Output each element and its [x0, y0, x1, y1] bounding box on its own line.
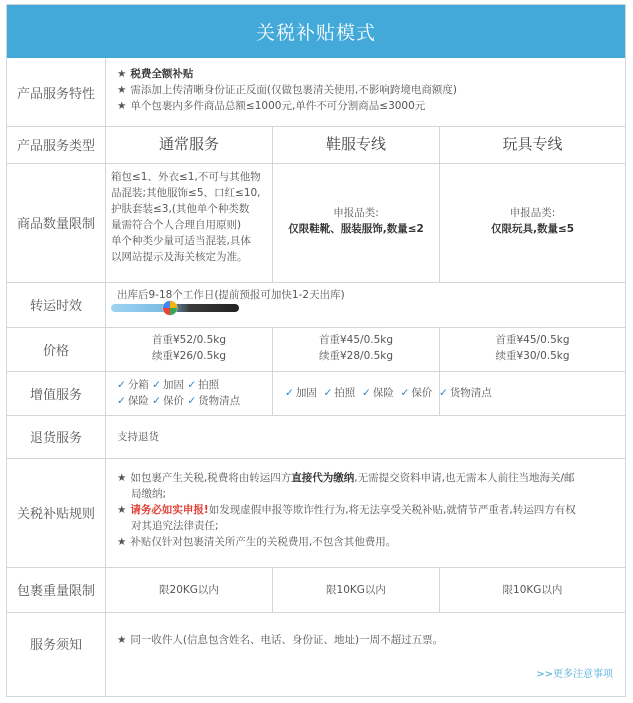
price-toys: 首重¥45/0.5kg 续重¥30/0.5kg	[495, 334, 570, 362]
rule-item: ★ 补贴仅针对包裹清关所产生的关税费用,不包含其他费用。	[117, 536, 397, 548]
star-icon: ★	[117, 68, 127, 80]
col-header-apparel: 鞋服专线	[325, 135, 386, 153]
star-icon: ★	[117, 84, 127, 96]
rules-list: ★ 如包裹产生关税,税费将由转运四方直接代为缴纳,无需提交资料申请,也无需本人前往当地海关/邮 局缴纳; ★ 请务必如实申报!如发现虚假申报等欺诈性行为,将无法享受关税补贴,就情节严重者,转运四方有权 对其追究法律责任; ★ 补贴仅针对包裹清关所产生的关税费用,不包含其他费用。	[117, 470, 617, 550]
page-title: 关税补贴模式	[7, 5, 625, 58]
check-icon: ✓	[187, 379, 197, 391]
feature-item: ★ 单个包裹内多件商品总额≤1000元,单件不可分割商品≤3000元	[117, 100, 426, 112]
check-icon: ✓	[152, 395, 161, 407]
features-list	[117, 66, 457, 114]
addon-special: ✓ 加固 ✓ 拍照 ✓ 保险 ✓ 保价 ✓ 货物清点	[285, 387, 492, 399]
row-label-types: 产品服务类型	[16, 139, 95, 154]
price-apparel: 首重¥45/0.5kg 续重¥28/0.5kg	[318, 334, 394, 362]
check-icon: ✓	[439, 387, 448, 399]
price-normal: 首重¥52/0.5kg 续重¥26/0.5kg	[151, 334, 227, 362]
row-label-features: 产品服务特性	[16, 86, 95, 102]
refund-text: 支持退货	[117, 431, 159, 443]
check-icon: ✓	[285, 387, 294, 399]
addon-normal: ✓ 分箱 ✓ 加固 ✓ 拍照 ✓ 保险 ✓ 保价 ✓ 货物清点	[117, 379, 241, 407]
row-label-weight: 包裹重量限制	[16, 584, 95, 599]
feature-item: ★ 需添加上传清晰身份证正反面(仅做包裹清关使用,不影响跨境电商额度)	[117, 84, 457, 96]
star-icon: ★	[117, 472, 127, 484]
row-label-quantity: 商品数量限制	[16, 217, 95, 232]
col-header-normal: 通常服务	[158, 135, 219, 153]
row-label-notice: 服务须知	[29, 637, 82, 653]
notice-text: ★ 同一收件人(信息包含姓名、电话、身份证、地址)一周不超过五票。	[117, 634, 444, 646]
rule-item: ★ 请务必如实申报!如发现虚假申报等欺诈性行为,将无法享受关税补贴,就情节严重者,转运四方有权	[117, 504, 576, 516]
quantity-toys: 申报品类: 仅限玩具,数量≤5	[490, 207, 575, 235]
rule-item: ★ 如包裹产生关税,税费将由转运四方直接代为缴纳,无需提交资料申请,也无需本人前往当地海关/邮	[117, 472, 575, 484]
weight-toys: 限10KG以内	[502, 584, 563, 596]
check-icon: ✓	[152, 379, 161, 391]
check-icon: ✓	[117, 379, 126, 391]
star-icon: ★	[117, 634, 127, 646]
weight-normal: 限20KG以内	[159, 584, 219, 596]
pinwheel-icon	[162, 300, 178, 316]
check-icon: ✓	[117, 395, 126, 407]
row-label-transit: 转运时效	[29, 299, 82, 314]
more-notes-link[interactable]: >>更多注意事项	[536, 669, 613, 680]
star-icon: ★	[117, 100, 127, 112]
quantity-apparel: 申报品类: 仅限鞋靴、服装服饰,数量≤2	[288, 207, 424, 235]
row-label-addon: 增值服务	[29, 387, 82, 403]
tariff-subsidy-card	[6, 4, 626, 697]
transit-text: 出库后9-18个工作日(提前预报可加快1-2天出库)	[117, 289, 345, 301]
feature-item: ★ 税费全额补贴	[117, 68, 194, 80]
check-icon: ✓	[187, 395, 197, 407]
row-label-price: 价格	[42, 343, 69, 359]
check-icon: ✓	[323, 387, 333, 399]
weight-apparel: 限10KG以内	[326, 584, 386, 596]
star-icon: ★	[117, 504, 127, 516]
star-icon: ★	[117, 536, 127, 548]
col-header-toys: 玩具专线	[502, 135, 563, 153]
row-label-rules: 关税补贴规则	[16, 507, 95, 522]
check-icon: ✓	[400, 387, 410, 399]
check-icon: ✓	[362, 387, 371, 399]
row-label-refund: 退货服务	[29, 431, 82, 446]
quantity-normal: 箱包≤1、外衣≤1,不可与其他物 品混装;其他服饰≤5、口红≤10, 护肤套装≤3,(其他单个种类数 量需符合个人合理自用原则) 单个种类少量可适当混装,具体 以网站提示及海关核定为准。	[111, 171, 261, 263]
